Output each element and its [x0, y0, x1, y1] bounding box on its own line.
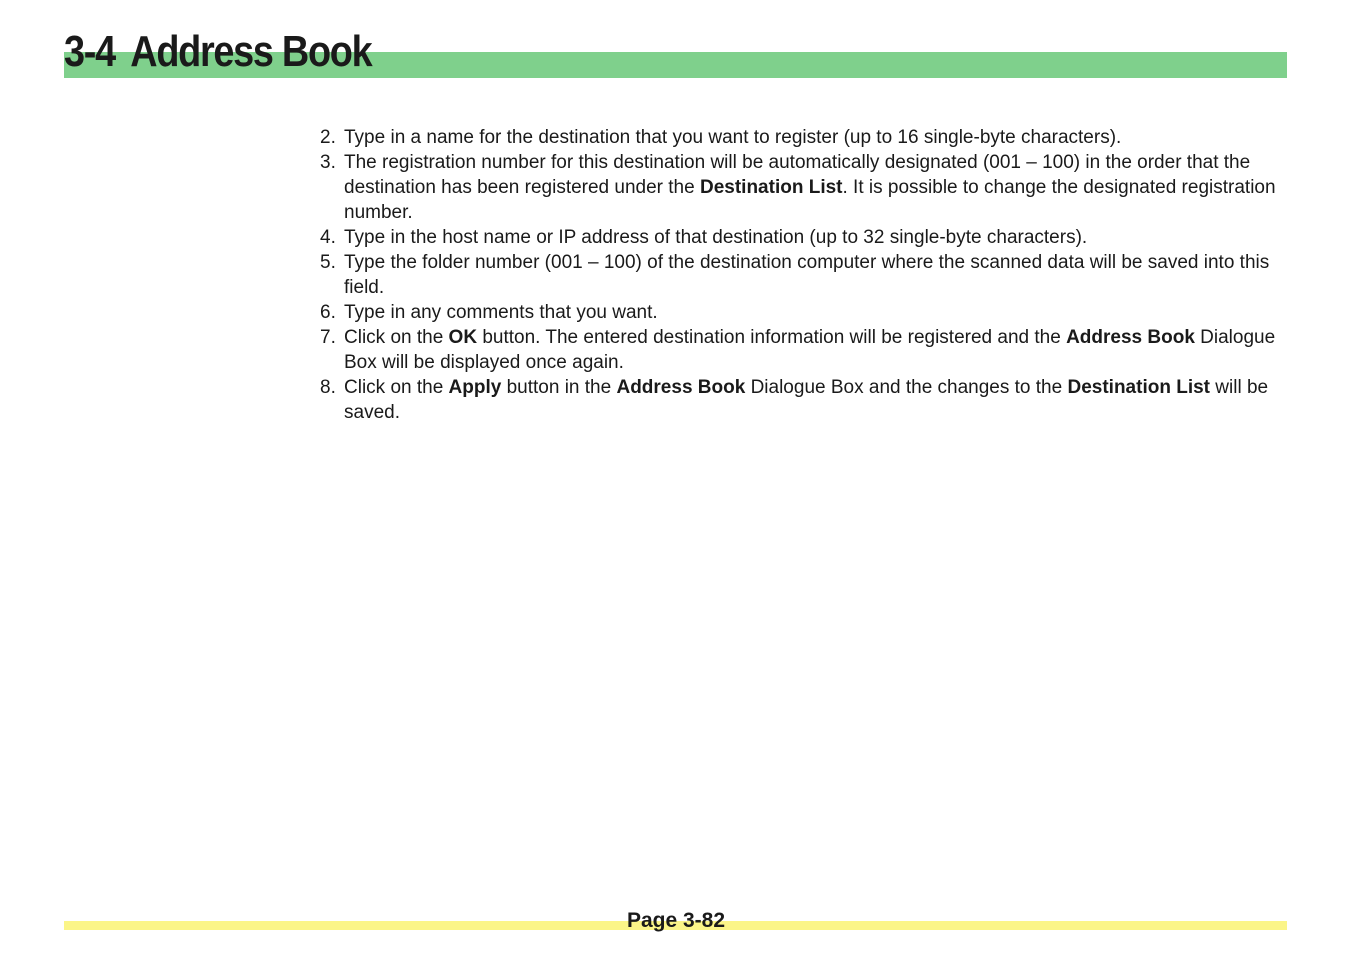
step-item [320, 225, 1290, 250]
step-text: Dialogue Box and the changes to the [745, 377, 1068, 398]
page-title [64, 24, 371, 80]
step-text: . It is possible to change the designated registration number. [344, 177, 1276, 223]
step-text: Type in a name for the destination that you want to register (up to 16 single-byte characters). [344, 127, 1122, 148]
step-text: Type in the host name or IP address of that destination (up to 32 single-byte characters). [344, 227, 1088, 248]
step-number: 7. [320, 327, 336, 348]
step-number: 5. [320, 252, 336, 273]
step-item [320, 300, 1290, 325]
step-text: button. The entered destination information will be registered and the [477, 327, 1067, 348]
step-text: Type in any comments that you want. [344, 302, 658, 323]
page-number: Page 3-82 [626, 909, 726, 932]
step-number: 4. [320, 227, 336, 248]
step-text: Dialogue Box will be displayed once again. [344, 327, 1276, 373]
step-number: 8. [320, 377, 336, 398]
step-text: Click on the [344, 377, 449, 398]
step-item [320, 125, 1290, 150]
step-item [320, 250, 1290, 300]
step-number: 6. [320, 302, 336, 323]
step-item [320, 325, 1290, 375]
section-number: 3-4 [64, 27, 115, 76]
step-emphasis-text: Apply [448, 377, 502, 398]
step-text: Click on the [344, 327, 449, 348]
step-emphasis-text: Address Book [1066, 327, 1195, 348]
step-emphasis-text: Destination List [699, 177, 843, 198]
section-title: Address Book [130, 27, 372, 76]
step-item [320, 375, 1290, 425]
step-emphasis-text: Destination List [1067, 377, 1210, 398]
step-number: 3. [320, 152, 336, 173]
step-emphasis-text: OK [448, 327, 478, 348]
step-emphasis-text: Address Book [616, 377, 746, 398]
step-number: 2. [320, 127, 336, 148]
instruction-steps-list [320, 125, 1290, 425]
step-text: The registration number for this destination will be automatically designated (001 – 100) in the order that the destination has been registered under the [344, 152, 1251, 198]
step-text: Type the folder number (001 – 100) of the destination computer where the scanned data will be saved into this field. [344, 252, 1270, 298]
step-item [320, 150, 1290, 225]
step-text: will be saved. [344, 377, 1269, 423]
step-text: button in the [501, 377, 617, 398]
